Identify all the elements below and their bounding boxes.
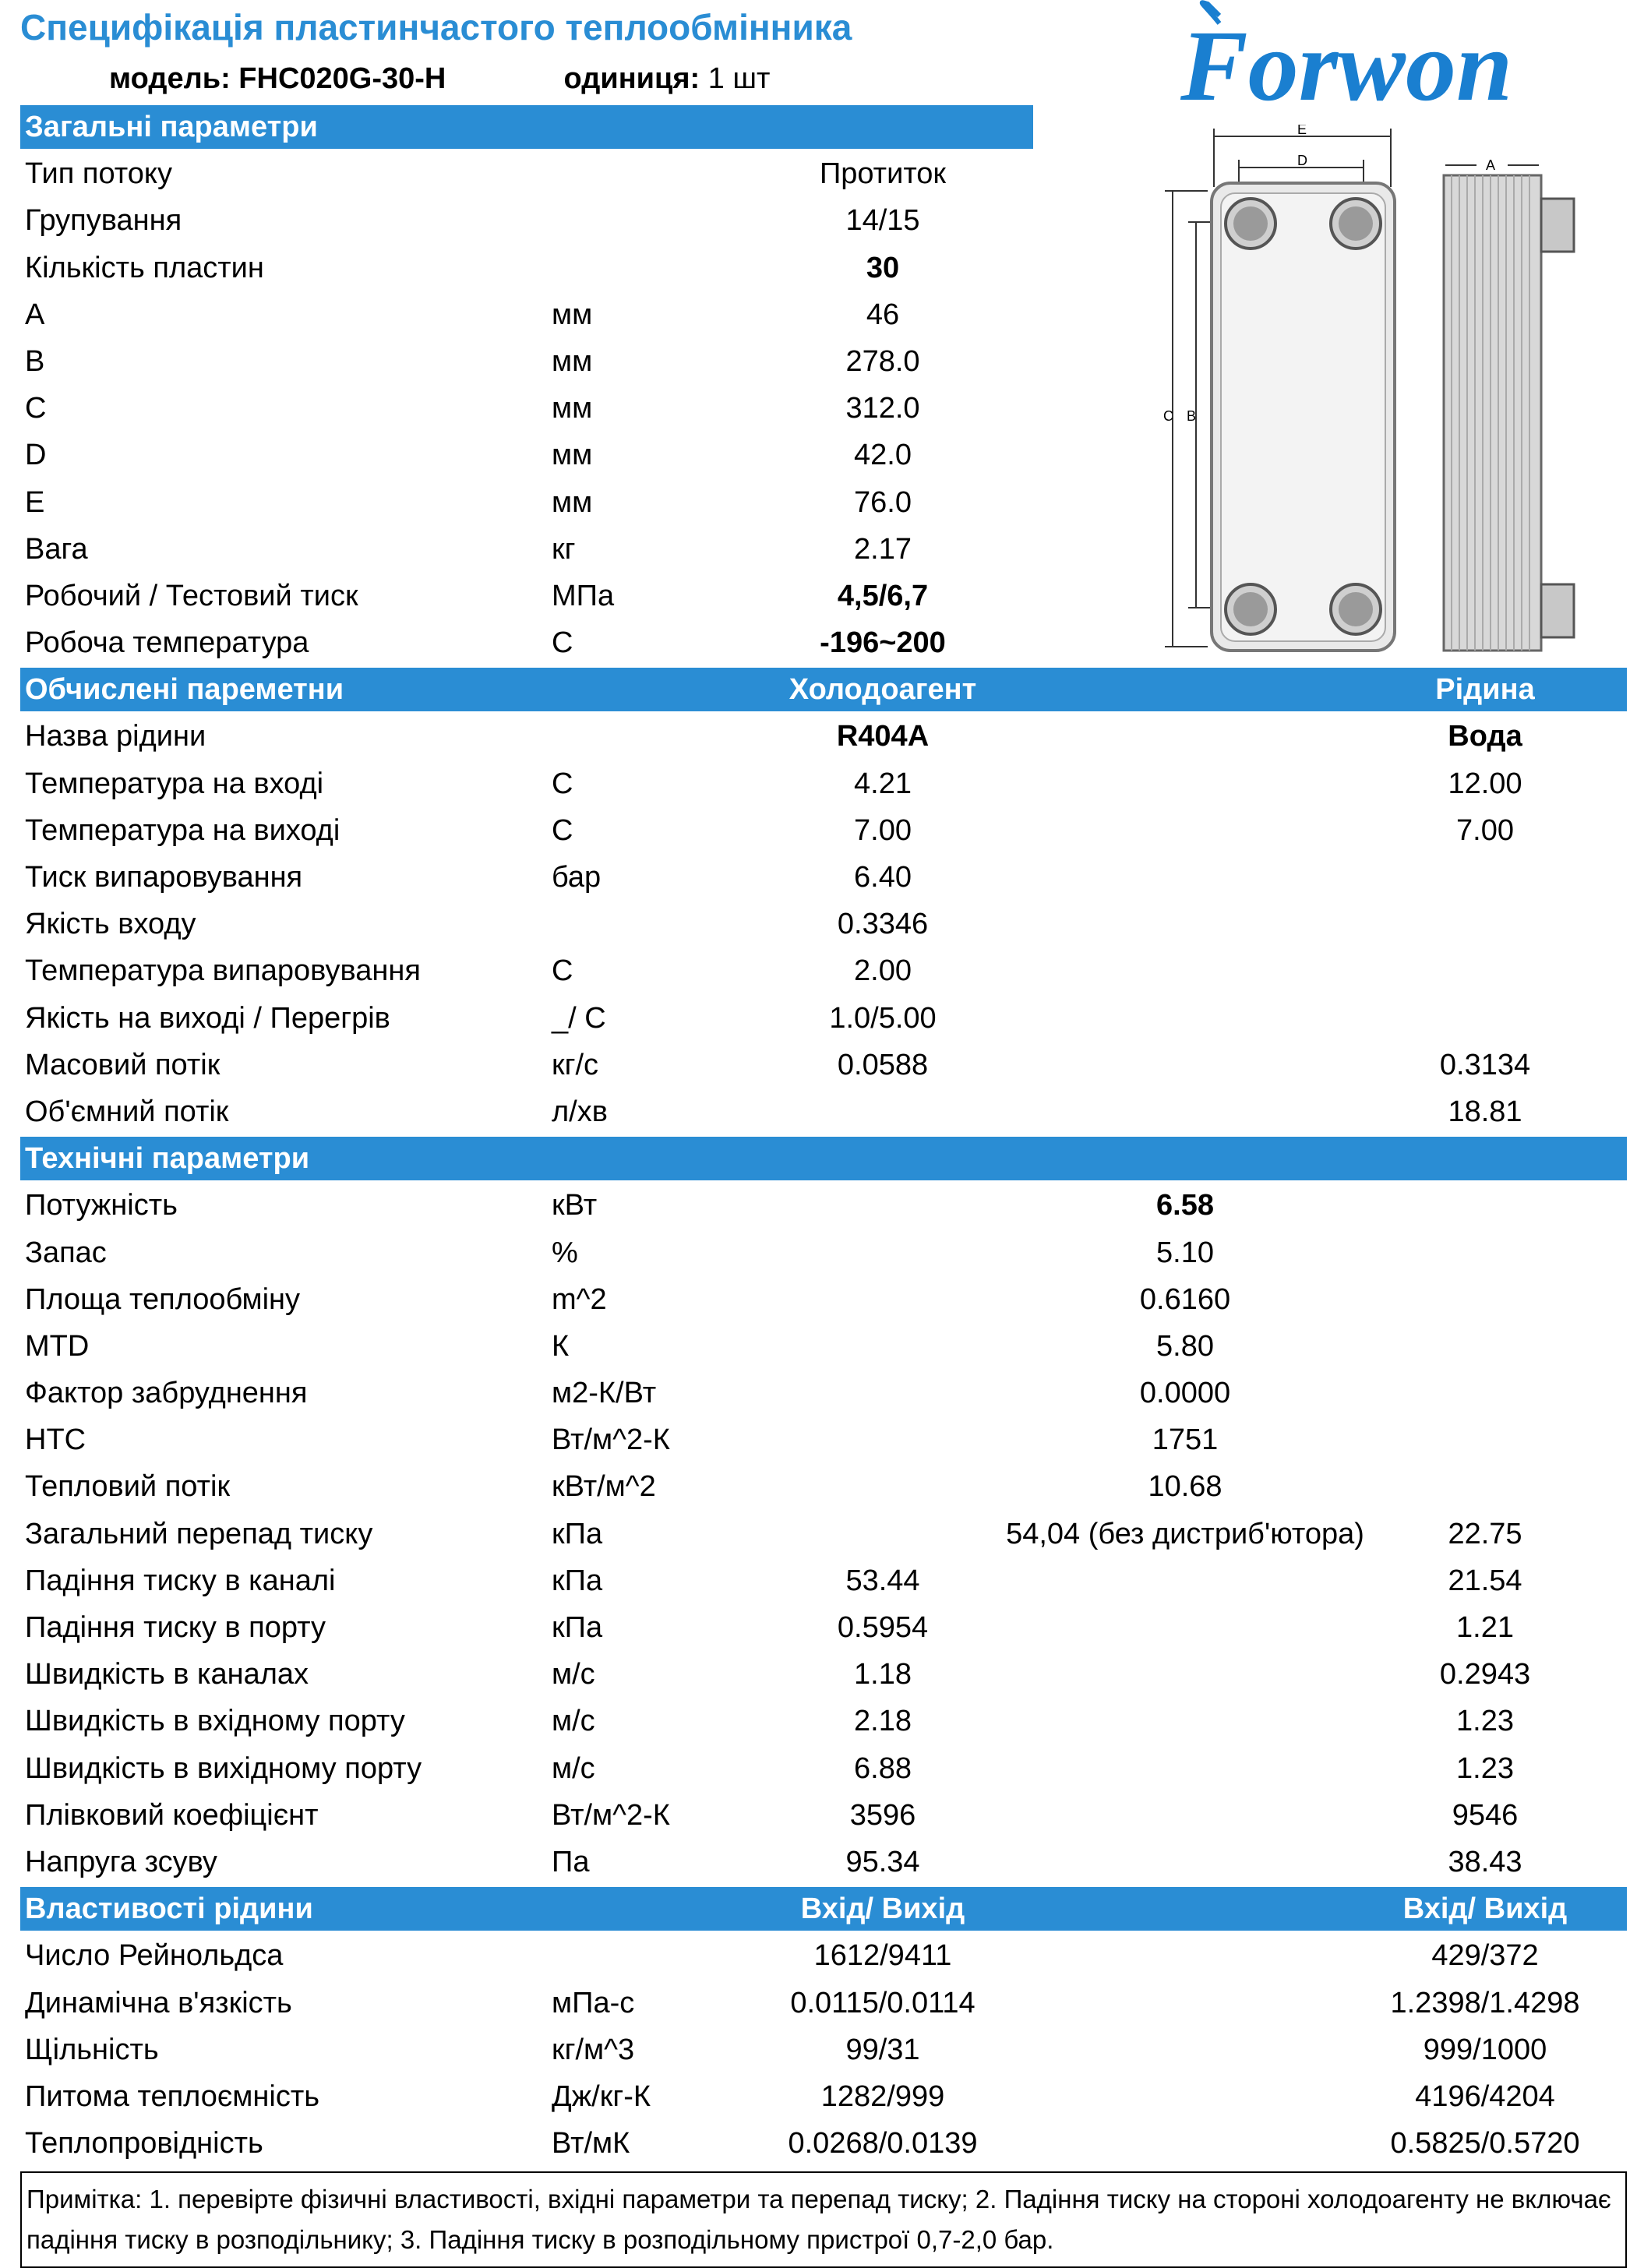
param-name: Назва рідини — [25, 720, 206, 753]
param-unit: % — [552, 1236, 578, 1269]
param-name: Вага — [25, 532, 88, 566]
param-name: Фактор забруднення — [25, 1377, 308, 1410]
param-name: Загальний перепад тиску — [25, 1517, 373, 1550]
liquid-value: 429/372 — [1431, 1939, 1539, 1973]
general-row — [20, 526, 1637, 573]
param-unit: Дж/кг-К — [552, 2079, 651, 2113]
technical-row — [20, 1416, 1637, 1463]
technical-row — [20, 1557, 1637, 1604]
param-value: 5.80 — [1156, 1329, 1214, 1363]
col-liquid-header: Рідина — [1435, 673, 1535, 707]
param-value: Протиток — [819, 157, 947, 191]
param-unit: кг/м^3 — [552, 2033, 635, 2066]
liquid-value: 38.43 — [1448, 1845, 1522, 1878]
refrigerant-value: 4.21 — [854, 767, 912, 800]
param-value: 5.10 — [1156, 1236, 1214, 1269]
param-unit: кг — [552, 532, 576, 566]
liquid-value: 7.00 — [1456, 813, 1514, 847]
param-name: Число Рейнольдса — [25, 1939, 284, 1973]
dim-d-label: D — [1297, 153, 1307, 168]
liquid-value: 1.21 — [1456, 1611, 1514, 1644]
technical-row — [20, 1323, 1637, 1370]
param-unit: мм — [552, 344, 593, 378]
forwon-logo — [1173, 0, 1578, 117]
param-value: 76.0 — [854, 485, 912, 519]
param-value: 4,5/6,7 — [837, 579, 929, 612]
model-value: FHC020G-30-H — [238, 62, 446, 95]
param-name: A — [25, 298, 45, 331]
param-name: HTC — [25, 1423, 86, 1457]
refrigerant-value: 6.40 — [854, 861, 912, 894]
liquid-value: 1.23 — [1456, 1705, 1514, 1738]
general-row — [20, 573, 1637, 619]
liquid-value: 9546 — [1452, 1798, 1519, 1832]
param-value: 46 — [866, 298, 900, 331]
param-value: -196~200 — [820, 626, 946, 660]
technical-row — [20, 1839, 1637, 1885]
refrigerant-value: 2.00 — [854, 954, 912, 988]
liquid-value: 4196/4204 — [1415, 2079, 1555, 2113]
property-row — [20, 1932, 1637, 1979]
param-unit: м/с — [552, 1705, 595, 1738]
technical-row — [20, 1182, 1637, 1229]
param-unit: кВт/м^2 — [552, 1470, 656, 1504]
section-calculated-header — [20, 666, 1637, 713]
section-technical-title: Технічні параметри — [25, 1142, 310, 1176]
general-row — [20, 150, 1637, 197]
param-name: Температура випаровування — [25, 954, 421, 988]
param-name: Потужність — [25, 1189, 178, 1222]
section-technical-header — [20, 1135, 1637, 1182]
technical-row — [20, 1370, 1637, 1416]
liquid-value: 12.00 — [1448, 767, 1522, 800]
param-unit: С — [552, 813, 573, 847]
param-name: MTD — [25, 1329, 90, 1363]
param-value: 1751 — [1152, 1423, 1219, 1457]
calculated-row — [20, 901, 1637, 947]
param-name: Тепловий потік — [25, 1470, 231, 1504]
param-unit: кг/с — [552, 1048, 599, 1081]
refrigerant-value: 7.00 — [854, 813, 912, 847]
liquid-value: 22.75 — [1448, 1517, 1522, 1550]
dim-a-label: A — [1486, 157, 1496, 173]
param-unit: кВт — [552, 1189, 598, 1222]
param-name: Якість входу — [25, 908, 196, 941]
section-general-title: Загальні параметри — [25, 111, 318, 143]
param-name: Робоча температура — [25, 626, 309, 660]
model-label: модель: — [109, 62, 231, 95]
general-row — [20, 479, 1637, 526]
param-unit: л/хв — [552, 1095, 608, 1128]
param-name: Групування — [25, 204, 182, 238]
spec-sheet — [20, 104, 1637, 2268]
dim-c-label: C — [1163, 408, 1173, 424]
param-name: Швидкість в вихідному порту — [25, 1751, 422, 1785]
param-unit: кПа — [552, 1611, 603, 1644]
param-name: Плівковий коефіцієнт — [25, 1798, 319, 1832]
liquid-value: 1.23 — [1456, 1751, 1514, 1785]
refrigerant-value: 2.18 — [854, 1705, 912, 1738]
unit-label: одиниця: — [563, 62, 700, 95]
liquid-value: 999/1000 — [1423, 2033, 1547, 2066]
param-unit: К — [552, 1329, 570, 1363]
dim-e-label: E — [1297, 125, 1307, 137]
param-unit: кПа — [552, 1564, 603, 1597]
refrigerant-value: 0.5954 — [837, 1611, 929, 1644]
param-value: 42.0 — [854, 439, 912, 472]
param-unit: бар — [552, 861, 602, 894]
liquid-value: 21.54 — [1448, 1564, 1522, 1597]
technical-row — [20, 1651, 1637, 1698]
technical-row — [20, 1463, 1637, 1510]
param-unit: м2-К/Вт — [552, 1377, 657, 1410]
param-unit: Вт/мК — [552, 2127, 630, 2160]
param-name: C — [25, 392, 47, 425]
technical-row — [20, 1229, 1637, 1276]
dim-b-label: B — [1187, 408, 1197, 424]
param-unit: м/с — [552, 1751, 595, 1785]
param-unit: Па — [552, 1845, 590, 1878]
param-name: Динамічна в'язкість — [25, 1986, 292, 2019]
unit-value: 1 шт — [707, 62, 771, 95]
general-row — [20, 338, 1637, 385]
col-liq-inout-header: Вхід/ Вихід — [1402, 1892, 1568, 1926]
property-row — [20, 2026, 1637, 2073]
param-name: Напруга зсуву — [25, 1845, 217, 1878]
param-unit: m^2 — [552, 1282, 607, 1316]
calculated-row — [20, 713, 1637, 760]
param-value: 6.58 — [1156, 1189, 1214, 1222]
refrigerant-value: R404A — [836, 720, 930, 753]
param-unit: Вт/м^2-К — [552, 1798, 670, 1832]
technical-row — [20, 1792, 1637, 1839]
section-properties-header — [20, 1885, 1637, 1932]
calculated-row — [20, 995, 1637, 1042]
technical-row — [20, 1276, 1637, 1323]
param-name: B — [25, 344, 45, 378]
liquid-value: 0.2943 — [1439, 1658, 1531, 1691]
refrigerant-value: 0.0268/0.0139 — [788, 2127, 978, 2160]
param-name: Якість на виході / Перегрів — [25, 1001, 390, 1035]
param-value: 278.0 — [845, 344, 920, 378]
param-name: Масовий потік — [25, 1048, 221, 1081]
section-properties-title: Властивості рідини — [25, 1892, 313, 1926]
param-unit: _/ С — [552, 1001, 606, 1035]
general-row — [20, 619, 1637, 666]
refrigerant-value: 1282/999 — [820, 2079, 945, 2113]
param-name: Площа теплообміну — [25, 1282, 301, 1316]
general-row — [20, 291, 1637, 338]
section-calculated-title: Обчислені пареметни — [25, 673, 344, 707]
technical-row — [20, 1511, 1637, 1557]
page-title: Специфікація пластинчастого теплообмінника — [20, 7, 852, 48]
calculated-row — [20, 854, 1637, 901]
liquid-value: 18.81 — [1448, 1095, 1522, 1128]
param-name: Температура на вході — [25, 767, 324, 800]
param-name: Об'ємний потік — [25, 1095, 229, 1128]
refrigerant-value: 0.3346 — [837, 908, 929, 941]
param-unit: МПа — [552, 579, 615, 612]
param-unit: кПа — [552, 1517, 603, 1550]
liquid-value: 0.5825/0.5720 — [1390, 2127, 1580, 2160]
liquid-value: 1.2398/1.4298 — [1390, 1986, 1580, 2019]
general-row — [20, 197, 1637, 244]
param-name: Питома теплоємність — [25, 2079, 320, 2113]
property-row — [20, 2073, 1637, 2120]
calculated-row — [20, 1088, 1637, 1135]
param-name: Швидкість в каналах — [25, 1658, 309, 1691]
general-row — [20, 432, 1637, 478]
param-unit: м/с — [552, 1658, 595, 1691]
refrigerant-value: 3596 — [849, 1798, 916, 1832]
technical-row — [20, 1745, 1637, 1792]
refrigerant-value: 54,04 (без дистриб'ютора) — [1006, 1517, 1364, 1550]
refrigerant-value: 6.88 — [854, 1751, 912, 1785]
calculated-row — [20, 947, 1637, 994]
param-name: E — [25, 485, 45, 519]
general-row — [20, 385, 1637, 432]
param-value: 10.68 — [1148, 1470, 1222, 1504]
param-name: Кількість пластин — [25, 251, 264, 284]
param-unit: С — [552, 626, 573, 660]
property-row — [20, 1980, 1637, 2026]
property-row — [20, 2120, 1637, 2167]
general-row — [20, 245, 1637, 291]
calculated-row — [20, 760, 1637, 807]
section-general-header — [20, 104, 1637, 150]
param-unit: мм — [552, 392, 593, 425]
param-unit: мПа-с — [552, 1986, 635, 2019]
param-unit: мм — [552, 298, 593, 331]
footnote: Примітка: 1. перевірте фізичні властивості, вхідні параметри та перепад тиску; 2. Падіння тиску на стороні холодоагенту не включає падіння тиску в розподільнику; 3. Падіння тиску в розподільному пристрої 0,7-2,0 бар. — [20, 2171, 1627, 2268]
param-value: 0.6160 — [1139, 1282, 1231, 1316]
param-name: Падіння тиску в порту — [25, 1611, 326, 1644]
refrigerant-value: 1.0/5.00 — [829, 1001, 937, 1035]
logo-text: Forwon — [1180, 10, 1513, 117]
param-name: Температура на виході — [25, 813, 340, 847]
param-unit: С — [552, 767, 573, 800]
param-unit: С — [552, 954, 573, 988]
param-unit: мм — [552, 485, 593, 519]
calculated-row — [20, 807, 1637, 854]
refrigerant-value: 95.34 — [845, 1845, 920, 1878]
refrigerant-value: 99/31 — [845, 2033, 920, 2066]
refrigerant-value: 53.44 — [845, 1564, 920, 1597]
param-name: Тип потоку — [25, 157, 172, 191]
technical-row — [20, 1604, 1637, 1651]
param-name: Запас — [25, 1236, 107, 1269]
model-line — [109, 62, 770, 96]
calculated-row — [20, 1042, 1637, 1088]
param-value: 30 — [866, 251, 900, 284]
param-value: 0.0000 — [1139, 1377, 1231, 1410]
refrigerant-value: 0.0115/0.0114 — [790, 1986, 975, 2019]
col-refrigerant-header: Холодоагент — [789, 673, 977, 707]
param-name: Робочий / Тестовий тиск — [25, 579, 358, 612]
param-name: Швидкість в вхідному порту — [25, 1705, 405, 1738]
col-ref-inout-header: Вхід/ Вихід — [800, 1892, 965, 1926]
param-value: 312.0 — [845, 392, 920, 425]
refrigerant-value: 1.18 — [854, 1658, 912, 1691]
liquid-value: 0.3134 — [1439, 1048, 1531, 1081]
param-name: Теплопровідність — [25, 2127, 263, 2160]
param-name: Падіння тиску в каналі — [25, 1564, 336, 1597]
param-unit: мм — [552, 439, 593, 472]
param-name: D — [25, 439, 47, 472]
param-value: 14/15 — [845, 204, 920, 238]
liquid-value: Вода — [1448, 720, 1522, 753]
param-unit: Вт/м^2-К — [552, 1423, 670, 1457]
param-name: Тиск випаровування — [25, 861, 303, 894]
technical-row — [20, 1698, 1637, 1744]
param-name: Щільність — [25, 2033, 159, 2066]
param-value: 2.17 — [854, 532, 912, 566]
refrigerant-value: 0.0588 — [837, 1048, 929, 1081]
refrigerant-value: 1612/9411 — [813, 1939, 952, 1973]
